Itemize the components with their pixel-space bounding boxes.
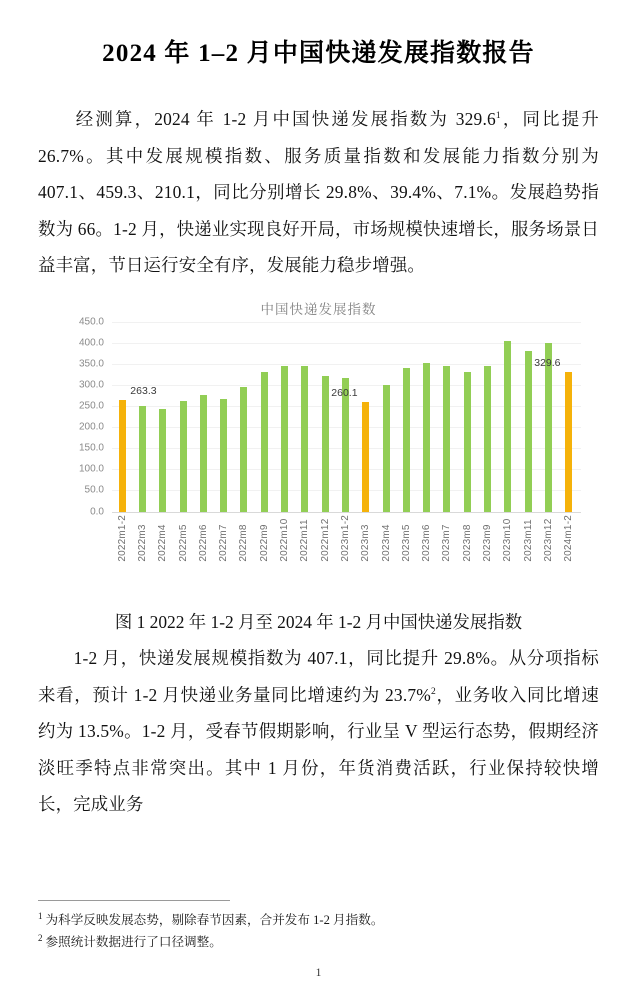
footnote-divider [38,900,230,901]
chart-figure [38,298,599,598]
chart-bar[interactable] [443,366,450,511]
chart-x-tick-label: 2022m3 [136,523,148,562]
chart-x-slot [153,515,173,562]
chart-y-tick-label: 350.0 [78,358,104,370]
paragraph-2-lead: 1-2 月，快递发展规模指数为 407.1，同比提升 29.8%。从分项指标来看，预计 1-2 月快递业务量同比增速约为 23.7% [38,648,599,705]
chart-x-slot [538,515,558,562]
chart-x-tick-label: 2023m4 [380,523,392,562]
chart-bar-slot [274,322,294,512]
chart-x-slot [518,515,538,562]
chart-x-tick-label: 2023m5 [400,523,412,562]
chart-bar[interactable] [504,341,511,512]
chart-bar[interactable] [119,400,126,511]
chart-x-tick-label: 2022m10 [279,518,291,562]
chart-bar[interactable] [281,366,288,512]
chart-bar[interactable] [200,395,207,512]
chart-bar-slot [173,322,193,512]
chart-x-tick-label: 2023m3 [360,523,372,562]
chart-bar[interactable] [403,368,410,512]
chart-x-tick-label: 2022m11 [299,518,311,562]
chart-bar-slot [112,322,157,512]
chart-x-slot [498,515,518,562]
chart-x-slot [193,515,213,562]
chart-plot-area [62,316,581,584]
footnote-item [38,929,599,951]
chart-bar-slot [396,322,416,512]
chart-bar[interactable] [383,385,390,511]
chart-x-slot [376,515,396,562]
chart-x-slot [254,515,274,562]
chart-y-tick-label: 200.0 [78,421,104,433]
chart-bar-slot [335,322,355,512]
chart-bar-value-label: 263.3 [130,385,157,398]
chart-x-slot [396,515,416,562]
paragraph-2-rest: ，业务收入同比增速约为 13.5%。1-2 月，受春节假期影响，行业呈 V 型运行态势，假期经济淡旺季特点非常突出。其中 1 月份，年货消费活跃，行业保持较快增长，完成业务 [38,684,599,814]
chart-bar[interactable] [139,406,146,512]
chart-y-tick-label: 250.0 [78,400,104,412]
chart-axis-line [112,512,581,513]
chart-bar-slot [376,322,396,512]
chart-bar[interactable] [464,372,471,511]
chart-bar-slot [498,322,518,512]
chart-x-tick-label: 2022m6 [197,523,209,562]
chart-x-tick-label: 2023m6 [421,523,433,562]
chart-bar-value-label: 329.6 [534,357,561,370]
chart-x-tick-label: 2023m1-2 [339,514,351,562]
chart-bar-slot [437,322,457,512]
footnote-marker-2: 2 [430,686,436,697]
chart-bar-slot [331,322,376,512]
chart-x-tick-label: 2023m11 [522,518,534,562]
chart-x-slot [457,515,477,562]
chart-x-slot [173,515,193,562]
chart-x-tick-label: 2022m9 [258,523,270,562]
chart-bar[interactable] [180,401,187,512]
chart-x-slot [356,515,376,562]
paragraph-1-rest: ，同比提升 26.7%。其中发展规模指数、服务质量指数和发展能力指数分别为 407.1、459.3、210.1，同比分别增长 29.8%、39.4%、7.1%。发展趋势指数为 66。1-2 月，快递业实现良好开局，市场规模快速增长，服务场景日益丰富，节日运行安全有序，发展能力稳步增强。 [38,109,599,275]
chart-y-axis [62,316,108,517]
chart-x-tick-label: 2022m8 [238,523,250,562]
chart-x-tick-label: 2023m12 [542,518,554,562]
chart-y-tick-label: 150.0 [78,442,104,454]
chart-x-slot [295,515,315,562]
chart-x-tick-label: 2023m10 [502,518,514,562]
chart-bar[interactable] [261,372,268,511]
figure-caption: 图 1 2022 年 1-2 月至 2024 年 1-2 月中国快递发展指数 [114,611,523,632]
footnote-number: 2 [38,932,43,943]
chart-bars [112,322,579,512]
chart-bar-slot [518,322,538,512]
chart-x-tick-label: 2022m1-2 [116,514,128,562]
chart-y-tick-label: 450.0 [78,316,104,327]
footnotes-section [38,900,599,951]
chart-y-tick-label: 100.0 [78,463,104,475]
chart-bar[interactable] [362,402,369,512]
chart-x-slot [335,515,355,562]
chart-bar[interactable] [565,372,572,511]
chart-bar-slot [457,322,477,512]
chart-bar[interactable] [423,363,430,511]
chart-bar-slot [213,322,233,512]
chart-x-slot [477,515,497,562]
chart-x-slot [274,515,294,562]
chart-bar[interactable] [159,409,166,511]
chart-bar-slot [254,322,274,512]
chart-x-tick-label: 2022m4 [157,523,169,562]
chart-bar-slot [193,322,213,512]
chart-x-tick-label: 2022m5 [177,523,189,562]
chart-y-tick-label: 0.0 [90,506,104,517]
footnote-text: 参照统计数据进行了口径调整。 [45,935,222,949]
chart-bar[interactable] [240,387,247,512]
chart-bar-slot [534,322,579,512]
chart-x-tick-label: 2022m7 [218,523,230,562]
chart-bar[interactable] [525,351,532,511]
footnote-number: 1 [38,910,43,921]
footnote-marker-1: 1 [495,111,501,122]
chart-bar-slot [234,322,254,512]
paragraph-1 [38,101,599,284]
chart-y-tick-label: 50.0 [84,484,104,496]
paragraph-1-lead: 经测算，2024 年 1-2 月中国快递发展指数为 329.6 [73,109,496,129]
chart-bar-slot [315,322,335,512]
chart-bar[interactable] [301,366,308,512]
chart-bar-value-label: 260.1 [331,386,358,399]
chart-x-slot [112,515,132,562]
chart-bar-slot [477,322,497,512]
chart-x-tick-label: 2023m7 [441,523,453,562]
chart-x-slot [559,515,579,562]
footnote-item [38,907,599,929]
chart-x-tick-label: 2024m1-2 [563,514,575,562]
page-number: 1 [315,967,322,979]
chart-y-tick-label: 400.0 [78,337,104,349]
footnote-text: 为科学反映发展态势，剔除春节因素，合并发布 1-2 月指数。 [45,912,384,927]
chart-y-tick-label: 300.0 [78,379,104,391]
paragraph-2 [38,640,599,823]
chart-bar-slot [153,322,173,512]
chart-x-slot [437,515,457,562]
chart-bar-slot [538,322,558,512]
chart-bar-slot [295,322,315,512]
page-title: 2024 年 1–2 月中国快递发展指数报告 [102,40,535,67]
chart-x-slot [416,515,436,562]
chart-x-tick-label: 2023m8 [461,523,473,562]
chart-bar-slot [132,322,152,512]
chart-bar[interactable] [484,366,491,511]
chart-bar-slot [416,322,436,512]
chart-bar[interactable] [322,376,329,512]
chart-bar[interactable] [220,399,227,512]
chart-title: 中国快递发展指数 [260,301,377,317]
chart-x-slot [213,515,233,562]
chart-x-tick-label: 2022m12 [319,518,331,562]
chart-x-axis [112,515,579,562]
chart-x-slot [315,515,335,562]
chart-x-tick-label: 2023m9 [481,523,493,562]
chart-x-slot [234,515,254,562]
chart-x-slot [132,515,152,562]
